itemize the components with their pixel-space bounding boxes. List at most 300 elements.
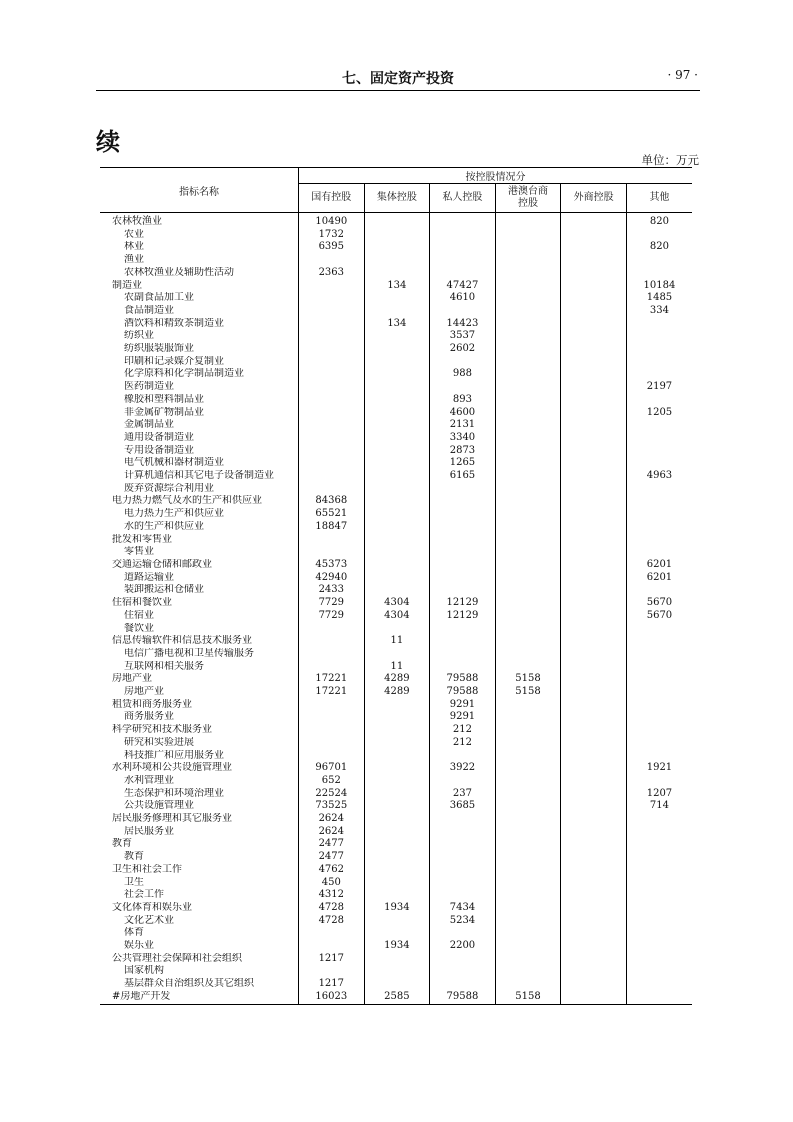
value-cell <box>299 254 365 267</box>
value-cell <box>430 559 496 572</box>
value-cell <box>561 775 627 788</box>
value-cell: 4304 <box>364 610 430 623</box>
table-row <box>100 508 692 521</box>
table-row <box>100 419 692 432</box>
value-cell: 1921 <box>646 762 673 774</box>
value-cell <box>430 213 496 229</box>
table-row <box>100 838 692 851</box>
indicator-name: 电气机械和器材制造业 <box>100 457 299 470</box>
value-cell <box>495 534 561 547</box>
indicator-name: 房地产业 <box>100 673 299 686</box>
value-cell: 2200 <box>430 940 496 953</box>
table-row <box>100 267 692 280</box>
value-cell <box>299 445 365 458</box>
value-cell <box>364 915 430 928</box>
value-cell <box>299 648 365 661</box>
value-cell <box>561 368 627 381</box>
value-cell <box>495 661 561 674</box>
table-row <box>100 673 692 686</box>
value-cell <box>626 330 692 343</box>
value-cell: 45373 <box>299 559 365 572</box>
value-cell <box>626 318 692 331</box>
indicator-name: 金属制品业 <box>100 419 299 432</box>
value-cell <box>495 877 561 890</box>
value-cell <box>299 534 365 547</box>
value-cell: 1934 <box>364 902 430 915</box>
value-cell <box>495 318 561 331</box>
table-row <box>100 711 692 724</box>
value-cell <box>430 750 496 763</box>
value-cell <box>364 241 430 254</box>
value-cell <box>364 483 430 496</box>
value-cell: 11 <box>364 635 430 648</box>
value-cell <box>561 546 627 559</box>
value-cell <box>299 750 365 763</box>
value-cell <box>299 546 365 559</box>
value-cell <box>561 213 627 229</box>
value-cell <box>561 673 627 686</box>
value-cell <box>495 229 561 242</box>
value-cell <box>364 584 430 597</box>
value-cell <box>364 457 430 470</box>
value-cell <box>626 343 692 356</box>
table-row <box>100 648 692 661</box>
value-cell <box>561 877 627 890</box>
value-cell: 4289 <box>364 686 430 699</box>
value-cell <box>626 508 692 521</box>
value-cell <box>364 623 430 636</box>
value-cell <box>299 343 365 356</box>
value-cell <box>495 213 561 229</box>
value-cell: 4963 <box>646 470 673 482</box>
value-cell: 17221 <box>299 673 365 686</box>
table-row <box>100 788 692 801</box>
value-cell: 12129 <box>430 610 496 623</box>
value-cell <box>495 711 561 724</box>
value-cell <box>299 394 365 407</box>
column-header: 外商控股 <box>561 184 627 213</box>
table-row <box>100 356 692 369</box>
value-cell <box>430 648 496 661</box>
value-cell <box>561 343 627 356</box>
value-cell <box>495 241 561 254</box>
value-cell: 893 <box>430 394 496 407</box>
value-cell <box>430 623 496 636</box>
value-cell: 7434 <box>430 902 496 915</box>
value-cell <box>561 635 627 648</box>
value-cell <box>299 927 365 940</box>
value-cell <box>561 559 627 572</box>
table-row <box>100 559 692 572</box>
table-row <box>100 394 692 407</box>
value-cell: 47427 <box>430 280 496 293</box>
value-cell <box>561 280 627 293</box>
indicator-name: 体育 <box>100 927 299 940</box>
value-cell: 7729 <box>299 610 365 623</box>
value-cell <box>495 915 561 928</box>
value-cell: 96701 <box>299 762 365 775</box>
indicator-name: 农林牧渔业及辅助性活动 <box>100 267 299 280</box>
value-cell <box>495 838 561 851</box>
value-cell <box>299 711 365 724</box>
value-cell <box>561 826 627 839</box>
value-cell <box>430 838 496 851</box>
value-cell <box>495 800 561 813</box>
indicator-name: 电力热力燃气及水的生产和供应业 <box>100 495 299 508</box>
value-cell <box>495 762 561 775</box>
value-cell <box>430 864 496 877</box>
table-row <box>100 584 692 597</box>
value-cell <box>561 851 627 864</box>
value-cell <box>561 356 627 369</box>
value-cell <box>626 978 692 991</box>
indicator-name: 国家机构 <box>100 965 299 978</box>
value-cell <box>561 610 627 623</box>
value-cell <box>299 305 365 318</box>
value-cell <box>626 750 692 763</box>
table-row <box>100 762 692 775</box>
value-cell <box>561 241 627 254</box>
value-cell <box>561 457 627 470</box>
value-cell: 1217 <box>299 953 365 966</box>
value-cell <box>561 267 627 280</box>
value-cell: 11 <box>364 661 430 674</box>
indicator-name: 教育 <box>100 838 299 851</box>
value-cell <box>430 356 496 369</box>
value-cell <box>364 432 430 445</box>
value-cell <box>495 254 561 267</box>
value-cell <box>626 838 692 851</box>
value-cell <box>495 584 561 597</box>
value-cell <box>626 432 692 445</box>
table-row <box>100 470 692 483</box>
value-cell <box>495 495 561 508</box>
value-cell <box>364 292 430 305</box>
indicator-name: 废弃资源综合利用业 <box>100 483 299 496</box>
value-cell <box>495 368 561 381</box>
value-cell <box>364 927 430 940</box>
value-cell <box>561 305 627 318</box>
value-cell: 212 <box>430 724 496 737</box>
value-cell <box>561 864 627 877</box>
value-cell <box>364 864 430 877</box>
indicator-name: 农副食品加工业 <box>100 292 299 305</box>
table-row <box>100 940 692 953</box>
indicator-name: 渔业 <box>100 254 299 267</box>
value-cell <box>495 597 561 610</box>
indicator-name: 科技推广和应用服务业 <box>100 750 299 763</box>
value-cell <box>561 318 627 331</box>
value-cell: 212 <box>430 737 496 750</box>
indicator-name: 农业 <box>100 229 299 242</box>
table-row <box>100 213 692 229</box>
value-cell <box>561 788 627 801</box>
value-cell <box>561 483 627 496</box>
value-cell <box>495 750 561 763</box>
value-cell <box>430 381 496 394</box>
value-cell <box>626 635 692 648</box>
value-cell: 3537 <box>430 330 496 343</box>
value-cell <box>495 407 561 420</box>
table-row <box>100 902 692 915</box>
value-cell: 22524 <box>299 788 365 801</box>
value-cell: 79588 <box>430 991 496 1004</box>
indicator-name: 研究和实验进展 <box>100 737 299 750</box>
value-cell <box>561 991 627 1004</box>
indicator-name: 道路运输业 <box>100 572 299 585</box>
value-cell <box>364 978 430 991</box>
value-cell <box>626 267 692 280</box>
value-cell <box>561 902 627 915</box>
value-cell: 12129 <box>430 597 496 610</box>
table-row <box>100 292 692 305</box>
chapter-title: 七、固定资产投资 <box>342 71 454 87</box>
indicator-name: 橡胶和塑料制品业 <box>100 394 299 407</box>
value-cell <box>299 419 365 432</box>
value-cell <box>626 737 692 750</box>
value-cell: 84368 <box>299 495 365 508</box>
value-cell <box>430 775 496 788</box>
value-cell <box>626 495 692 508</box>
value-cell <box>561 978 627 991</box>
value-cell <box>364 254 430 267</box>
value-cell <box>495 394 561 407</box>
value-cell <box>495 889 561 902</box>
value-cell <box>626 851 692 864</box>
value-cell <box>561 813 627 826</box>
value-cell <box>561 686 627 699</box>
value-cell <box>299 368 365 381</box>
indicator-name: 水利管理业 <box>100 775 299 788</box>
table-row <box>100 368 692 381</box>
value-cell: 79588 <box>430 686 496 699</box>
table-row <box>100 826 692 839</box>
value-cell <box>495 343 561 356</box>
value-cell <box>626 356 692 369</box>
table-row <box>100 546 692 559</box>
value-cell <box>364 788 430 801</box>
value-cell <box>626 699 692 712</box>
value-cell <box>430 534 496 547</box>
value-cell: 714 <box>649 800 669 812</box>
value-cell <box>364 699 430 712</box>
value-cell <box>430 813 496 826</box>
value-cell <box>364 267 430 280</box>
value-cell <box>495 635 561 648</box>
value-cell <box>626 927 692 940</box>
value-cell <box>626 813 692 826</box>
value-cell: 134 <box>364 318 430 331</box>
value-cell <box>561 915 627 928</box>
value-cell <box>626 457 692 470</box>
value-cell <box>430 546 496 559</box>
value-cell <box>561 737 627 750</box>
table-row <box>100 775 692 788</box>
value-cell <box>495 648 561 661</box>
value-cell <box>299 407 365 420</box>
value-cell <box>495 432 561 445</box>
table-row <box>100 597 692 610</box>
value-cell <box>430 584 496 597</box>
table-row <box>100 686 692 699</box>
indicator-name: 电力热力生产和供应业 <box>100 508 299 521</box>
indicator-name: 居民服务修理和其它服务业 <box>100 813 299 826</box>
indicator-name: 文化艺术业 <box>100 915 299 928</box>
value-cell <box>430 483 496 496</box>
indicator-name: 计算机通信和其它电子设备制造业 <box>100 470 299 483</box>
value-cell <box>430 965 496 978</box>
value-cell <box>626 724 692 737</box>
value-cell <box>299 381 365 394</box>
value-cell <box>626 686 692 699</box>
value-cell <box>561 521 627 534</box>
table-row <box>100 991 692 1004</box>
value-cell <box>626 965 692 978</box>
table-row <box>100 305 692 318</box>
value-cell <box>299 280 365 293</box>
value-cell <box>430 978 496 991</box>
value-cell: 4304 <box>364 597 430 610</box>
value-cell: 4728 <box>299 915 365 928</box>
value-cell: 334 <box>649 304 669 316</box>
value-cell <box>626 864 692 877</box>
indicator-name: 农林牧渔业 <box>100 213 299 229</box>
table-row <box>100 978 692 991</box>
table-row <box>100 610 692 623</box>
value-cell <box>495 457 561 470</box>
value-cell <box>626 445 692 458</box>
value-cell <box>364 546 430 559</box>
table-row <box>100 965 692 978</box>
indicator-name: 互联网和相关服务 <box>100 661 299 674</box>
value-cell <box>495 788 561 801</box>
value-cell <box>364 394 430 407</box>
indicator-name: 信息传输软件和信息技术服务业 <box>100 635 299 648</box>
table-row <box>100 407 692 420</box>
value-cell: 2624 <box>299 813 365 826</box>
indicator-name: 批发和零售业 <box>100 534 299 547</box>
value-cell: 820 <box>649 241 669 253</box>
value-cell <box>626 419 692 432</box>
value-cell <box>626 673 692 686</box>
indicator-name: 电信广播电视和卫星传输服务 <box>100 648 299 661</box>
table-row <box>100 864 692 877</box>
value-cell <box>430 572 496 585</box>
indicator-name: 租赁和商务服务业 <box>100 699 299 712</box>
value-cell <box>495 445 561 458</box>
table-row <box>100 343 692 356</box>
value-cell: 5670 <box>646 597 673 609</box>
indicator-name: 居民服务业 <box>100 826 299 839</box>
value-cell <box>626 877 692 890</box>
value-cell <box>495 775 561 788</box>
value-cell <box>626 394 692 407</box>
value-cell: 6395 <box>299 241 365 254</box>
value-cell <box>364 419 430 432</box>
table-row <box>100 800 692 813</box>
value-cell <box>430 495 496 508</box>
continued-label: 续 <box>96 128 120 156</box>
value-cell <box>495 305 561 318</box>
value-cell <box>561 381 627 394</box>
indicator-name: 水的生产和供应业 <box>100 521 299 534</box>
value-cell <box>364 953 430 966</box>
table-row <box>100 851 692 864</box>
value-cell <box>364 343 430 356</box>
value-cell <box>561 330 627 343</box>
value-cell <box>430 254 496 267</box>
value-cell <box>495 965 561 978</box>
table-row <box>100 927 692 940</box>
table-row <box>100 572 692 585</box>
value-cell <box>299 457 365 470</box>
value-cell <box>495 724 561 737</box>
value-cell <box>364 750 430 763</box>
column-header: 集体控股 <box>364 184 430 213</box>
value-cell: 73525 <box>299 800 365 813</box>
value-cell <box>364 762 430 775</box>
value-cell <box>626 521 692 534</box>
value-cell <box>495 902 561 915</box>
value-cell <box>495 940 561 953</box>
value-cell <box>430 521 496 534</box>
table-row <box>100 495 692 508</box>
value-cell <box>364 356 430 369</box>
value-cell <box>495 267 561 280</box>
value-cell <box>626 953 692 966</box>
value-cell <box>561 508 627 521</box>
value-cell: 2363 <box>299 267 365 280</box>
indicator-name: 医药制造业 <box>100 381 299 394</box>
value-cell <box>364 305 430 318</box>
value-cell: 65521 <box>299 508 365 521</box>
value-cell <box>364 495 430 508</box>
table-row <box>100 318 692 331</box>
value-cell <box>561 470 627 483</box>
indicator-name: 纺织业 <box>100 330 299 343</box>
value-cell: 10184 <box>643 279 676 291</box>
indicator-name: 娱乐业 <box>100 940 299 953</box>
value-cell: 2433 <box>299 584 365 597</box>
value-cell: 237 <box>430 788 496 801</box>
value-cell: 2131 <box>430 419 496 432</box>
value-cell <box>364 838 430 851</box>
value-cell <box>430 927 496 940</box>
value-cell <box>364 407 430 420</box>
indicator-name: 制造业 <box>100 280 299 293</box>
value-cell <box>561 407 627 420</box>
value-cell: 4610 <box>430 292 496 305</box>
value-cell <box>495 559 561 572</box>
value-cell <box>430 635 496 648</box>
indicator-name: 纺织服装服饰业 <box>100 343 299 356</box>
value-cell: 1217 <box>299 978 365 991</box>
value-cell: 2477 <box>299 838 365 851</box>
value-cell <box>626 889 692 902</box>
value-cell <box>430 826 496 839</box>
value-cell <box>364 559 430 572</box>
value-cell <box>364 229 430 242</box>
indicator-name: 生态保护和环境治理业 <box>100 788 299 801</box>
value-cell <box>430 229 496 242</box>
value-cell <box>495 610 561 623</box>
value-cell <box>364 330 430 343</box>
value-cell <box>626 775 692 788</box>
value-cell <box>299 724 365 737</box>
table-row <box>100 877 692 890</box>
value-cell: 9291 <box>430 711 496 724</box>
value-cell <box>561 419 627 432</box>
